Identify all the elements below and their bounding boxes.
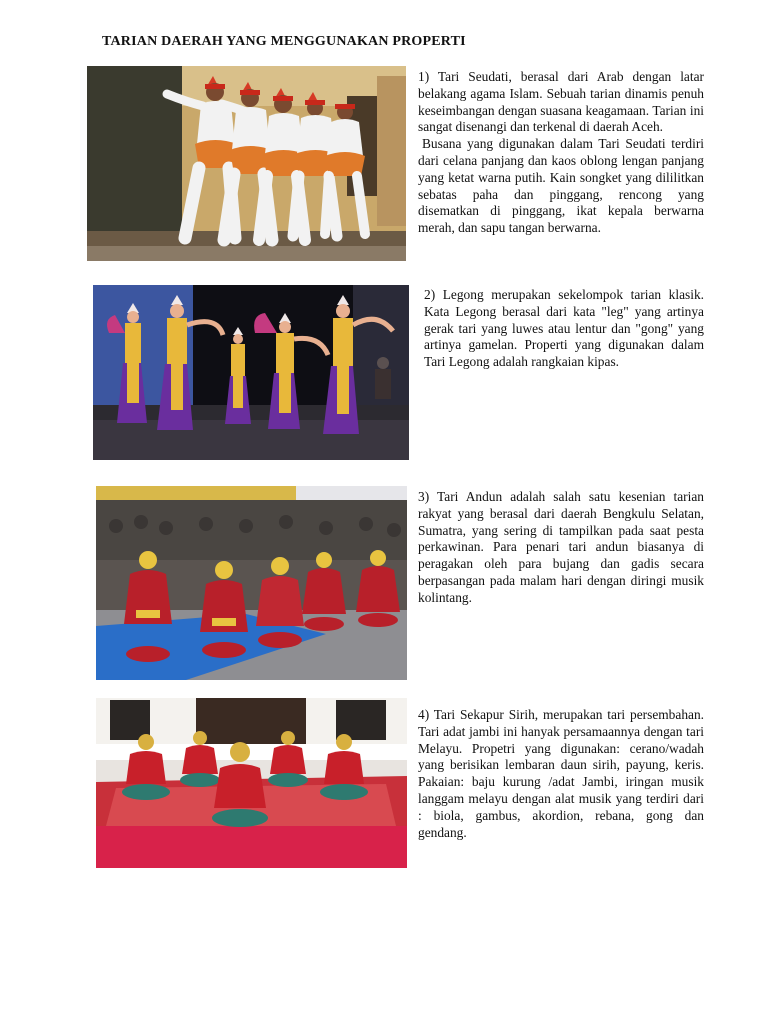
section-2-paragraph-1: 2) Legong merupakan sekelompok tarian klasik. Kata Legong berasal dari kata "leg" yang artinya gerak tari yang luwes atau lentur dan "gong" yang artinya gamelan. Properti yang digunakan dalam Tari Legong adalah rangkaian kipas. [424,287,704,370]
tari-sekapur-sirih-photo [96,698,407,868]
section-3-text [418,489,704,607]
section-1-paragraph-1: 1) Tari Seudati, berasal dari Arab dengan latar belakang agama Islam. Sebuah tarian dinamis penuh keseimbangan dengan suasana keagamaan. Tarian ini sangat disenangi dan terkenal di daerah Aceh. [418,69,704,135]
tari-seudati-photo [87,66,406,261]
section-4-paragraph-1: 4) Tari Sekapur Sirih, merupakan tari persembahan. Tari adat jambi ini hanyak persamaannya dengan tari Melayu. Propetri yang digunakan: cerano/wadah yang berisikan lembaran daun sirih, payung, keris. Pakaian: baju kurung /adat Jambi, iringan musik langgam melayu dengan alat musik yang terdiri dari : biola, gambus, akordion, rebana, gong dan gendang. [418,707,704,840]
page-title: TARIAN DAERAH YANG MENGGUNAKAN PROPERTI [102,34,466,49]
tari-legong-photo [93,285,409,460]
section-2-text [424,287,704,371]
section-1-paragraph-2: Busana yang digunakan dalam Tari Seudati terdiri dari celana panjang dan kaos oblong lengan panjang yang ketat warna putih. Kain songket yang dililitkan sebatas paha dan pinggang, rencong yang disematkan di pinggang, ikat kepala berwarna merah, dan sapu tangan berwarna. [418,136,704,236]
section-3-paragraph-1: 3) Tari Andun adalah salah satu kesenian tarian rakyat yang berasal dari daerah Bengkulu Selatan, Sumatra, yang sering di tampilkan pada saat pesta perkawinan. Para penari tari andun biasanya di peragakan oleh para bujang dan gadis secara berpasangan pada malam hari dengan diringi musik kolintang. [418,489,704,605]
section-1-text [418,69,704,237]
section-4-text [418,707,704,841]
tari-andun-photo [96,486,407,680]
